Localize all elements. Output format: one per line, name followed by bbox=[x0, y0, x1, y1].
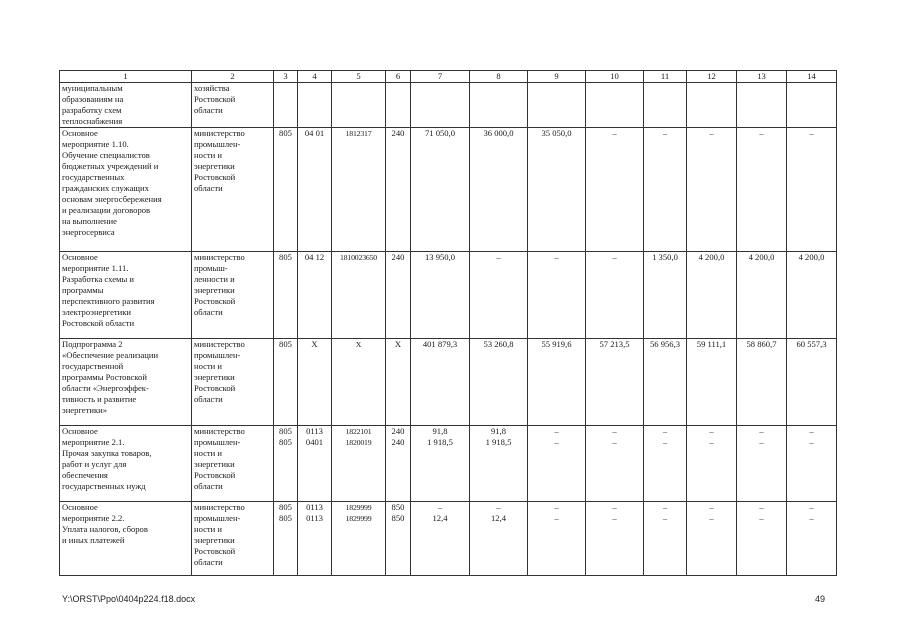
expense-type-cell: 240 240 bbox=[386, 426, 411, 502]
year-amount-cell: 56 956,3 bbox=[644, 339, 687, 426]
year-amount-cell: – – bbox=[644, 426, 687, 502]
expense-type-cell: Х bbox=[386, 339, 411, 426]
table-row bbox=[60, 502, 837, 576]
year-amount-cell: 91,8 1 918,5 bbox=[470, 426, 528, 502]
table-row bbox=[60, 252, 837, 339]
year-amount-cell bbox=[586, 83, 644, 128]
year-amount-cell: – bbox=[586, 252, 644, 339]
col-header: 14 bbox=[787, 71, 837, 83]
admin-code-cell: 805 805 bbox=[274, 426, 298, 502]
admin-code-cell bbox=[274, 83, 298, 128]
year-amount-cell: – bbox=[737, 128, 787, 252]
expense-type-cell: 240 bbox=[386, 128, 411, 252]
year-amount-cell bbox=[644, 83, 687, 128]
expense-type-cell: 850 850 bbox=[386, 502, 411, 576]
year-amount-cell bbox=[787, 83, 837, 128]
col-header: 1 bbox=[60, 71, 192, 83]
program-name-cell: Основное мероприятие 2.1. Прочая закупка товаров, работ и услуг для обеспечения государственных нужд bbox=[60, 426, 192, 502]
year-amount-cell: – – bbox=[687, 426, 737, 502]
admin-code-cell: 805 bbox=[274, 128, 298, 252]
year-amount-cell: – – bbox=[787, 426, 837, 502]
year-amount-cell: 55 919,6 bbox=[528, 339, 586, 426]
year-amount-cell: – – bbox=[528, 502, 586, 576]
year-amount-cell: 53 260,8 bbox=[470, 339, 528, 426]
year-amount-cell: – – bbox=[644, 502, 687, 576]
table-row bbox=[60, 128, 837, 252]
col-header: 5 bbox=[332, 71, 386, 83]
page-number: 49 bbox=[815, 594, 826, 604]
target-code-cell: 1810023650 bbox=[332, 252, 386, 339]
section-code-cell: 04 12 bbox=[298, 252, 332, 339]
year-amount-cell: 1 350,0 bbox=[644, 252, 687, 339]
section-code-cell: 04 01 bbox=[298, 128, 332, 252]
year-amount-cell bbox=[470, 83, 528, 128]
col-header: 10 bbox=[586, 71, 644, 83]
expense-type-cell: 240 bbox=[386, 252, 411, 339]
target-code-cell: Х bbox=[332, 339, 386, 426]
year-amount-cell: – – bbox=[687, 502, 737, 576]
total-amount-cell: 13 950,0 bbox=[411, 252, 470, 339]
year-amount-cell: – – bbox=[528, 426, 586, 502]
year-amount-cell: 4 200,0 bbox=[787, 252, 837, 339]
section-code-cell bbox=[298, 83, 332, 128]
executor-cell: министерство промыш- ленности и энергетики Ростовской области bbox=[192, 252, 274, 339]
year-amount-cell: – – bbox=[737, 426, 787, 502]
year-amount-cell bbox=[737, 83, 787, 128]
year-amount-cell: – – bbox=[586, 426, 644, 502]
section-code-cell: 0113 0401 bbox=[298, 426, 332, 502]
admin-code-cell: 805 bbox=[274, 252, 298, 339]
year-amount-cell: – bbox=[687, 128, 737, 252]
admin-code-cell: 805 bbox=[274, 339, 298, 426]
year-amount-cell: – bbox=[586, 128, 644, 252]
section-code-cell: 0113 0113 bbox=[298, 502, 332, 576]
expense-type-cell bbox=[386, 83, 411, 128]
year-amount-cell: – bbox=[528, 252, 586, 339]
year-amount-cell: 57 213,5 bbox=[586, 339, 644, 426]
year-amount-cell: 60 557,3 bbox=[787, 339, 837, 426]
year-amount-cell: – 12,4 bbox=[470, 502, 528, 576]
year-amount-cell: – bbox=[470, 252, 528, 339]
executor-cell: министерство промышлен- ности и энергетики Ростовской области bbox=[192, 502, 274, 576]
year-amount-cell: 4 200,0 bbox=[687, 252, 737, 339]
year-amount-cell: – – bbox=[787, 502, 837, 576]
table-row bbox=[60, 83, 837, 128]
col-header: 6 bbox=[386, 71, 411, 83]
year-amount-cell: – bbox=[787, 128, 837, 252]
col-header: 11 bbox=[644, 71, 687, 83]
executor-cell: министерство промышлен- ности и энергетики Ростовской области bbox=[192, 426, 274, 502]
executor-cell: министерство промышлен- ности и энергетики Ростовской области bbox=[192, 339, 274, 426]
executor-cell: хозяйства Ростовской области bbox=[192, 83, 274, 128]
target-code-cell: 1829999 1829999 bbox=[332, 502, 386, 576]
table-row bbox=[60, 426, 837, 502]
year-amount-cell: 59 111,1 bbox=[687, 339, 737, 426]
col-header: 13 bbox=[737, 71, 787, 83]
header-row bbox=[60, 71, 837, 83]
col-header: 7 bbox=[411, 71, 470, 83]
program-name-cell: Подпрограмма 2 «Обеспечение реализации государственной программы Ростовской области «Энергоэффек- тивность и развитие энергетики» bbox=[60, 339, 192, 426]
year-amount-cell: – bbox=[644, 128, 687, 252]
year-amount-cell: – – bbox=[586, 502, 644, 576]
col-header: 3 bbox=[274, 71, 298, 83]
col-header: 4 bbox=[298, 71, 332, 83]
col-header: 8 bbox=[470, 71, 528, 83]
target-code-cell: 1822101 1820019 bbox=[332, 426, 386, 502]
year-amount-cell: 35 050,0 bbox=[528, 128, 586, 252]
executor-cell: министерство промышлен- ности и энергетики Ростовской области bbox=[192, 128, 274, 252]
admin-code-cell: 805 805 bbox=[274, 502, 298, 576]
year-amount-cell: 58 860,7 bbox=[737, 339, 787, 426]
program-name-cell: Основное мероприятие 1.11. Разработка схемы и программы перспективного развития электроэнергетики Ростовской области bbox=[60, 252, 192, 339]
budget-table bbox=[59, 70, 837, 576]
program-name-cell: Основное мероприятие 1.10. Обучение специалистов бюджетных учреждений и государственных гражданских служащих основам энергосбережения и реализации договоров на выполнение энергосервиса bbox=[60, 128, 192, 252]
total-amount-cell: 91,8 1 918,5 bbox=[411, 426, 470, 502]
col-header: 12 bbox=[687, 71, 737, 83]
total-amount-cell bbox=[411, 83, 470, 128]
table-row bbox=[60, 339, 837, 426]
program-name-cell: муниципальным образованиям на разработку схем теплоснабжения bbox=[60, 83, 192, 128]
col-header: 2 bbox=[192, 71, 274, 83]
document-path: Y:\ORST\Ppo\0404p224.f18.docx bbox=[62, 594, 196, 604]
program-name-cell: Основное мероприятие 2.2. Уплата налогов, сборов и иных платежей bbox=[60, 502, 192, 576]
year-amount-cell bbox=[687, 83, 737, 128]
section-code-cell: Х bbox=[298, 339, 332, 426]
year-amount-cell: – – bbox=[737, 502, 787, 576]
year-amount-cell: 36 000,0 bbox=[470, 128, 528, 252]
total-amount-cell: 401 879,3 bbox=[411, 339, 470, 426]
year-amount-cell: 4 200,0 bbox=[737, 252, 787, 339]
total-amount-cell: 71 050,0 bbox=[411, 128, 470, 252]
target-code-cell bbox=[332, 83, 386, 128]
target-code-cell: 1812317 bbox=[332, 128, 386, 252]
col-header: 9 bbox=[528, 71, 586, 83]
total-amount-cell: – 12,4 bbox=[411, 502, 470, 576]
year-amount-cell bbox=[528, 83, 586, 128]
